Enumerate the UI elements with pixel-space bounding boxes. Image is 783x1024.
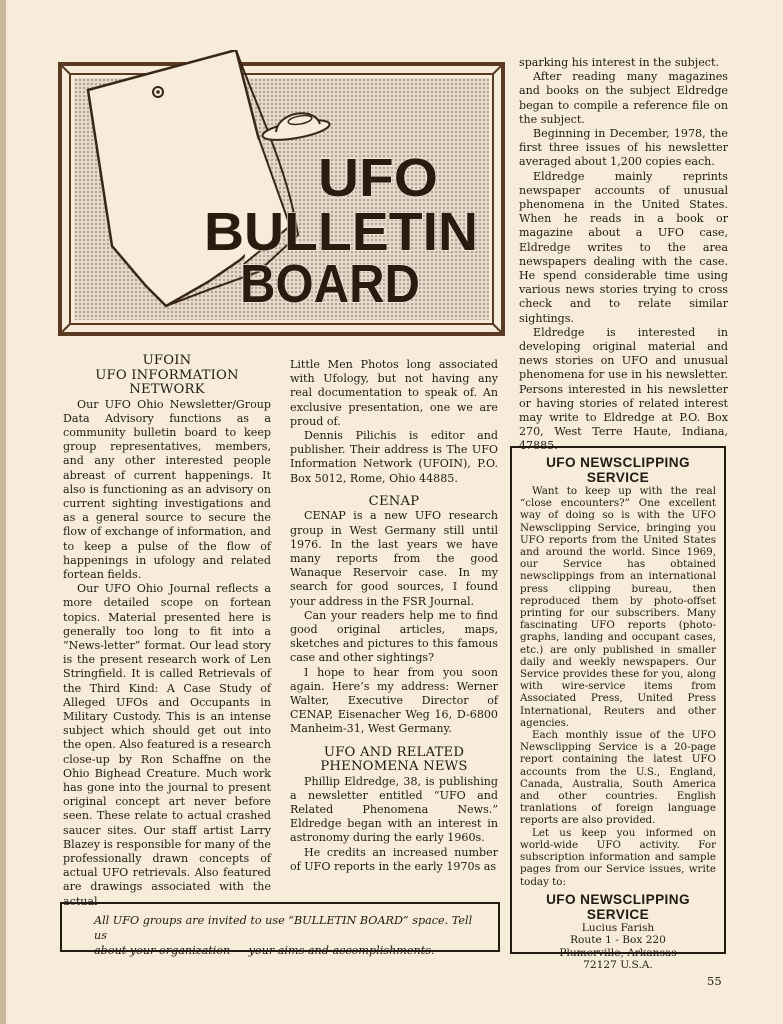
ad-heading: UFO NEWSCLIPPING: [546, 455, 690, 470]
article-paragraph: Our UFO Ohio Newsletter/Group Data Advisory functions as a community bulletin board to keep group representatives, members, and any other interested people abreast of current happenings. It also is functioning as an advisory on current sighting investigations and as a general source to secure the flow of exchange of information, and to keep a pulse of the flow of happenings in ufology and related fortean fields.: [63, 397, 271, 581]
bulletin-board-artwork: [58, 50, 505, 338]
article-paragraph: Eldredge is interested in developing original material and news stories on UFO and unusual phenomena for use in his newsletter. Persons interested in his newsletter or having stories of related interest may write to Eldredge at P.O. Box 270, West Terre Haute, Indiana, 47885.: [519, 325, 728, 453]
title-line-board: BOARD: [240, 254, 420, 314]
article-paragraph: I hope to hear from you soon again. Here’s my address: Werner Walter, Executive Director of CENAP, Eisenacher Weg 16, D-6800 Manheim-31, West Germany.: [290, 665, 498, 736]
page-edge: [0, 0, 6, 1024]
article-paragraph: He credits an increased number of UFO reports in the early 1970s as: [290, 845, 498, 873]
article-paragraph: Our UFO Ohio Journal reflects a more detailed scope on fortean topics. Material presented here is generally too long to fit into a “News-letter” format. Our lead story is the present research work of Len Stringfield. It is called Retrievals of the Third Kind: A Case Study of Alleged UFOs and Occupants in Military Custody. This is an intense subject which should get out into the open. Also featured is a research close-up by Ron Schaffne on the Ohio Bighead Creature. Much work has gone into the journal to present original concept art never before seen. These relate to actual crashed saucer sites. Our staff artist Larry Blazey is responsible for many of the professionally drawn concepts of actual UFO retrievals. Also featured are drawings associated with the actual: [63, 582, 271, 908]
article-heading: NETWORK: [129, 382, 205, 397]
article-paragraph: Phillip Eldredge, 38, is publishing a newsletter entitled “UFO and Related Phenomena News.” Eldredge began with an interest in astronomy during the early 1960s.: [290, 774, 498, 845]
article-heading: UFO AND RELATED: [323, 744, 465, 760]
article-paragraph: After reading many magazines and books on the subject Eldredge began to compile a reference file on the subject.: [519, 70, 728, 126]
address-line: 72127 U.S.A.: [583, 959, 653, 972]
newsclipping-ad: [510, 446, 726, 972]
article-heading: CENAP: [368, 493, 420, 509]
ad-paragraph: Want to keep up with the real “close encounters?” One excellent way of doing so is with the UFO Newsclipping Service, bringing you UFO reports from the United States and around the world. Since 1969, our Service has obtained newsclippings from an international press clipping bureau, then reproduced them by photo-offset printing for our subscribers. Many fascinating UFO reports (photo-graphs, landing and occupant cases, etc.) are only published in smaller daily and weekly newspapers. Our Service provides these for you, along with wire-service items from Associated Press, United Press International, Reuters and other agencies.: [520, 485, 716, 729]
article-heading: UFOIN: [142, 353, 192, 368]
ad-paragraph: Let us keep you informed on world-wide UFO activity. For subscription information and sample pages from our Service issues, write today to:: [520, 826, 716, 888]
article-column-right: [519, 56, 728, 454]
article-heading: PHENOMENA NEWS: [320, 759, 468, 775]
article-continuation: sparking his interest in the subject.: [519, 56, 719, 69]
address-line: Plumerville, Arkansas: [559, 946, 677, 959]
ad-footer-heading: SERVICE: [586, 906, 650, 922]
article-paragraph: Beginning in December, 1978, the first three issues of his newsletter averaged about 1,200 copies each.: [519, 127, 728, 169]
title-line-ufo: UFO: [318, 148, 438, 208]
article-continuation: Little Men Photos long associated with Ufology, but not having any real documentation to speak of. An exclusive presentation, one we are proud of.: [290, 358, 498, 428]
page-number: 55: [707, 974, 722, 988]
article-ufoin: [63, 354, 271, 909]
notice-line: about your organization — your aims and accomplishments.: [94, 944, 435, 957]
address-line: Lucius Farish: [581, 921, 655, 934]
article-paragraph: Can your readers help me to find good original articles, maps, sketches and pictures to this famous case and other sightings?: [290, 608, 498, 665]
title-line-bulletin: BULLETIN: [204, 202, 478, 262]
article-paragraph: Dennis Pilichis is editor and publisher. Their address is The UFO Information Network (UFOIN), P.O. Box 5012, Rome, Ohio 44885.: [290, 429, 498, 485]
ad-paragraph: Each monthly issue of the UFO Newsclipping Service is a 20-page report containing the latest UFO accounts from the U.S., England, Canada, Australia, South America and other countries. English tranlations of foreign language reports are also provided.: [520, 729, 716, 827]
article-column-middle: [290, 358, 498, 874]
article-paragraph: Eldredge mainly reprints newspaper accounts of unusual phenomena in the United States. When he reads in a book or magazine about a UFO case, Eldredge writes to the area newspapers dealing with the case. He spend considerable time using various news stories trying to cross check and to relate similar sightings.: [519, 169, 728, 325]
ad-address: [520, 922, 716, 972]
article-heading: UFO INFORMATION: [95, 367, 239, 383]
bulletin-board-notice: [60, 902, 500, 957]
ad-footer-heading: UFO NEWSCLIPPING: [546, 891, 690, 907]
article-paragraph: CENAP is a new UFO research group in West Germany still until 1976. In the last years we have many reports from the good Wanaque Reservoir case. In my search for good sources, I found your address in the FSR Journal.: [290, 509, 498, 608]
address-line: Route 1 - Box 220: [570, 934, 666, 947]
notice-line: All UFO groups are invited to use “BULLETIN BOARD” space. Tell us: [94, 914, 473, 942]
ad-heading: SERVICE: [586, 470, 650, 485]
